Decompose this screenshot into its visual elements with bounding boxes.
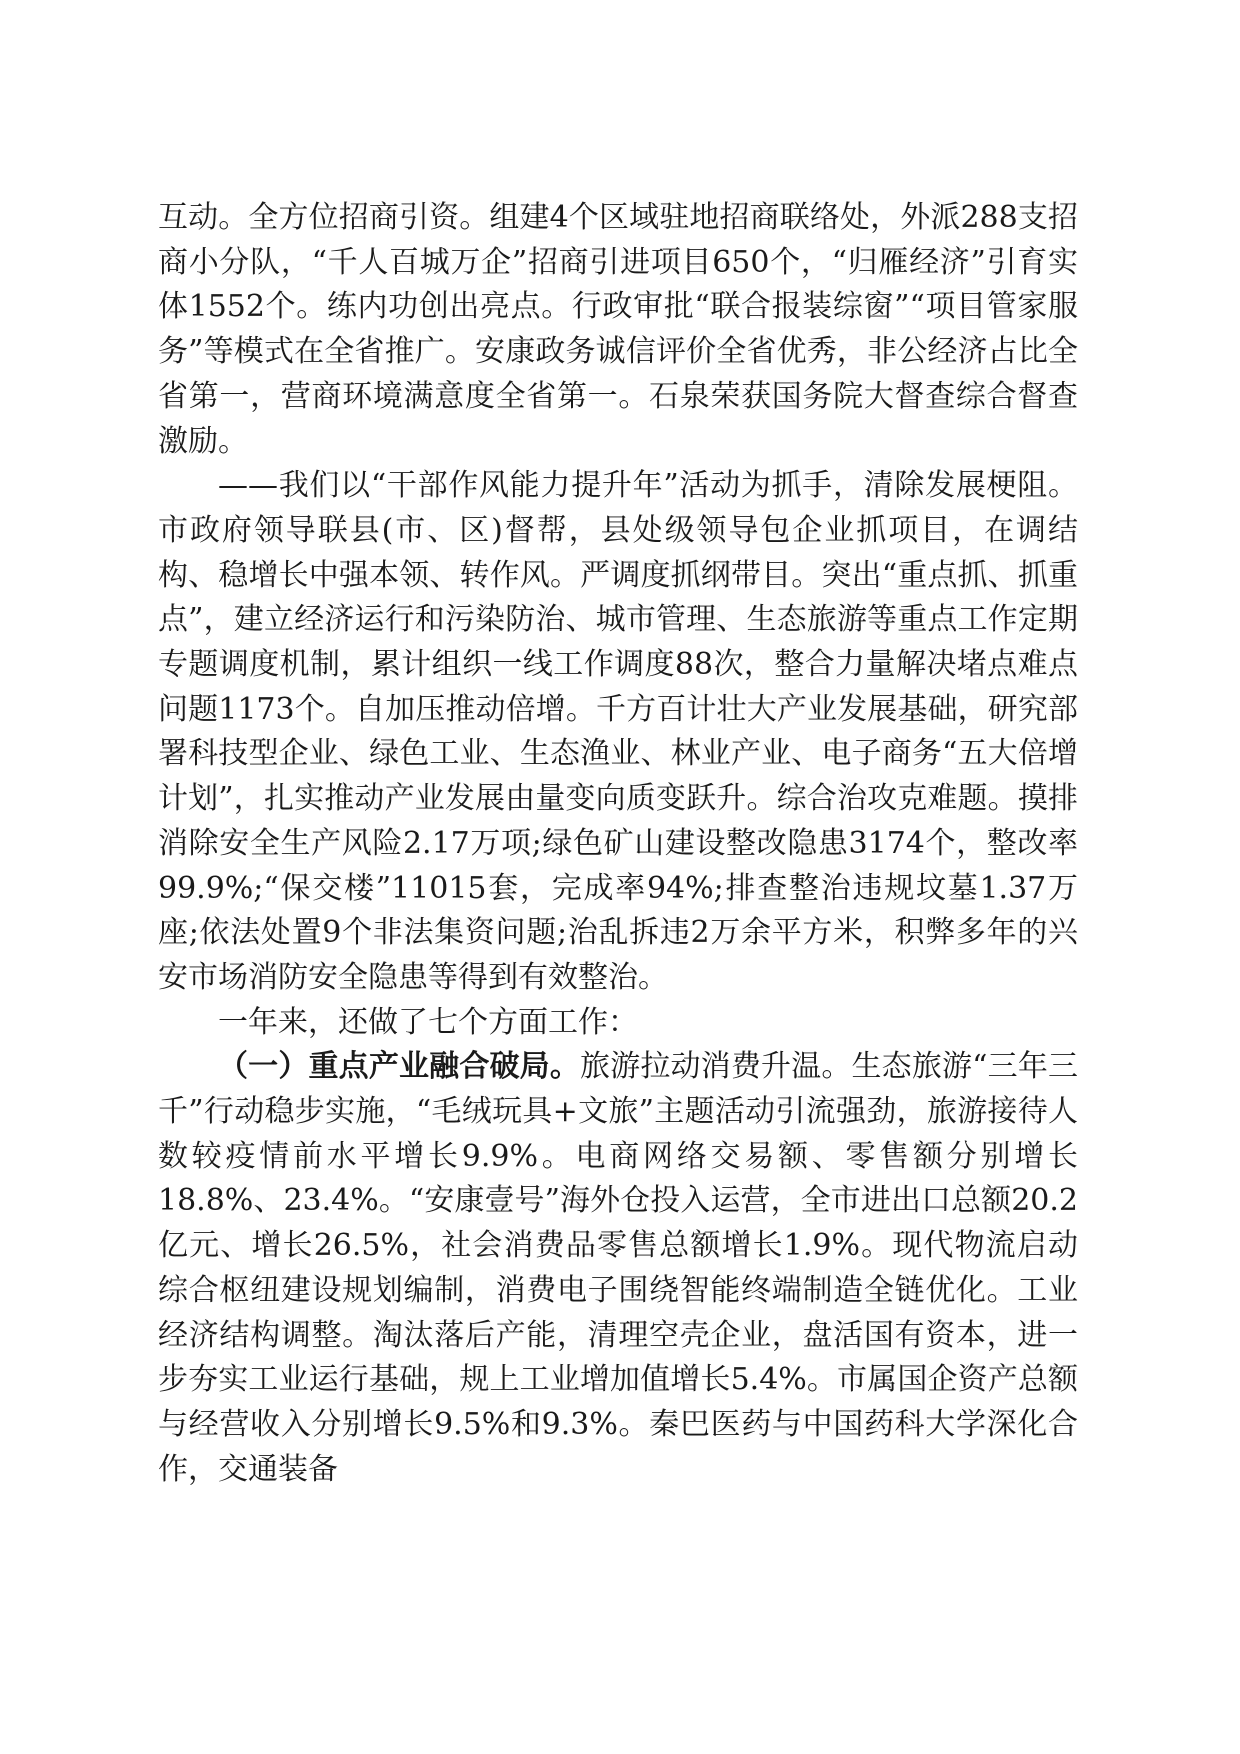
paragraph-seven-aspects-intro: 一年来，还做了七个方面工作：: [218, 1004, 638, 1040]
paragraph-industry-integration: [158, 1045, 1078, 1492]
paragraph-investment-promotion: 互动。全方位招商引资。组建4个区域驻地招商联络处，外派288支招商小分队，“千人百城万企”招商引进项目650个，“归雁经济”引育实体1552个。练内功创出亮点。行政审批“联合报装综窗”“项目管家服务”等模式在全省推广。安康政务诚信评价全省优秀，非公经济占比全省第一，营商环境满意度全省第一。石泉荣获国务院大督查综合督查激励。: [158, 200, 1078, 459]
section-heading-one: （一）重点产业融合破局。: [218, 1049, 580, 1085]
document-body: [158, 196, 1078, 1492]
paragraph-industry-integration-text: 旅游拉动消费升温。生态旅游“三年三千”行动稳步实施，“毛绒玩具+文旅”主题活动引流强劲，旅游接待人数较疫情前水平增长9.9%。电商网络交易额、零售额分别增长18.8%、23.4%。“安康壹号”海外仓投入运营，全市进出口总额20.2亿元、增长26.5%，社会消费品零售总额增长1.9%。现代物流启动综合枢纽建设规划编制，消费电子围绕智能终端制造全链优化。工业经济结构调整。淘汰落后产能，清理空壳企业，盘活国有资本，进一步夯实工业运行基础，规上工业增加值增长5.4%。市属国企资产总额与经营收入分别增长9.5%和9.3%。秦巴医药与中国药科大学深化合作，交通装备: [158, 1049, 1078, 1487]
paragraph-cadre-work-style: ——我们以“干部作风能力提升年”活动为抓手，清除发展梗阻。市政府领导联县(市、区)督帮，县处级领导包企业抓项目，在调结构、稳增长中强本领、转作风。严调度抓纲带目。突出“重点抓、抓重点”，建立经济运行和污染防治、城市管理、生态旅游等重点工作定期专题调度机制，累计组织一线工作调度88次，整合力量解决堵点难点问题1173个。自加压推动倍增。千方百计壮大产业发展基础，研究部署科技型企业、绿色工业、生态渔业、林业产业、电子商务“五大倍增计划”，扎实推动产业发展由量变向质变跃升。综合治攻克难题。摸排消除安全生产风险2.17万项;绿色矿山建设整改隐患3174个，整改率99.9%;“保交楼”11015套，完成率94%;排查整治违规坟墓1.37万座;依法处置9个非法集资问题;治乱拆违2万余平方米，积弊多年的兴安市场消防安全隐患等得到有效整治。: [158, 468, 1078, 995]
